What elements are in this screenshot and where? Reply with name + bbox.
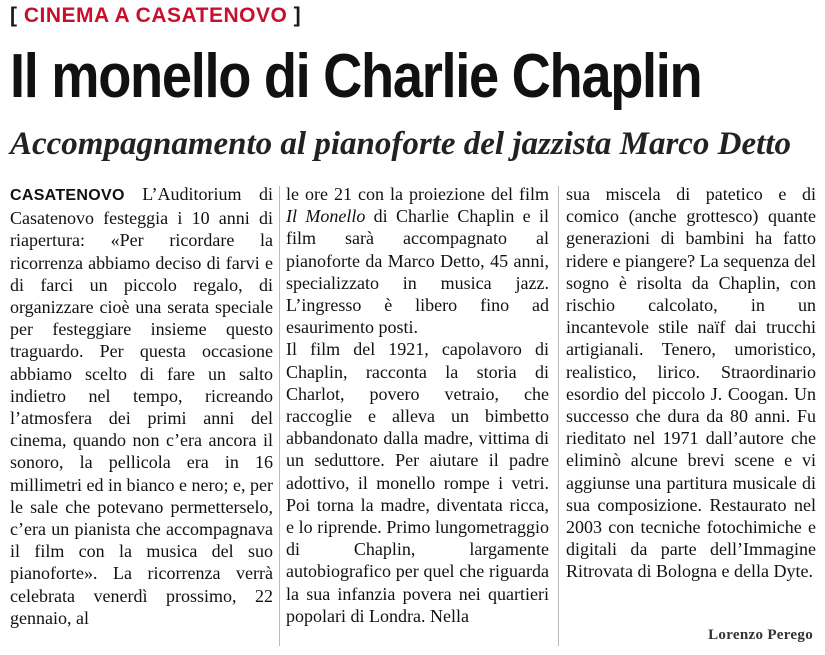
article-paragraph: Il film del 1921, capolavoro di Chaplin, racconta la storia di Charlot, povero vetraio, che raccoglie e alleva un bimbetto abbandonato dalla madre, vittima di un seduttore. Per aiutare il padre adottivo, il monello rompe i vetri. Poi torna la madre, diventata ricca, e lo riprende. Primo lungometraggio di Chaplin, largamente autobiografico per quel che riguarda la sua infanzia povera nei quartieri popolari di Londra. Nella [286, 339, 549, 626]
kicker-open-bracket: [ [10, 4, 18, 27]
article-text: L’Auditorium di Casatenovo festeggia i 10 anni di riapertura: «Per ricordare la ricorrenza abbiamo deciso di farvi e di farci un piccolo regalo, di organizzare cioè una serata speciale per festeggiare insieme questo traguardo. Per questa occasione abbiamo scelto di fare un salto indietro nel tempo, ricreando l’atmosfera dei primi anni del cinema, quando non c’era ancora il sonoro, la pellicola era in 16 millimetri ed in bianco e nero; e, per le sale che potevano permetterselo, c’era un pianista che accompagnava il film con la musica del suo pianoforte». La ricorrenza verrà celebrata venerdì prossimo, 22 gennaio, al [10, 184, 273, 628]
dateline: CASATENOVO [10, 187, 125, 204]
article-text: di Charlie Chaplin e il film sarà accompagnato al pianoforte da Marco Detto, 45 anni, specializzato in musica jazz. L’ingresso è libero fino ad esaurimento posti. [286, 206, 549, 338]
article-paragraph: sua miscela di patetico e di comico (anche grottesco) quante generazioni di bambini ha fatto ridere e piangere? La sequenza del sogno è risolta da Chaplin, con rischio calcolato, in un incantevole stile naïf dai trucchi artigianali. Tenero, umoristico, realistico, lirico. Straordinario esordio del piccolo J. Coogan. Un successo che dura da 80 anni. Fu rieditato nel 1971 dall’autore che eliminò alcune brevi scene e vi aggiunse una partitura musicale di sua composizione. Restaurato nel 2003 con tecniche fotochimiche e digitali da parte dell’Immagine Ritrovata di Bologna e della Dyte. [566, 184, 816, 582]
article-column-2 [286, 183, 549, 627]
film-title: Il Monello [286, 206, 366, 227]
subtitle: Accompagnamento al pianoforte del jazzista Marco Detto [10, 126, 791, 162]
article-column-3 [566, 183, 816, 583]
column-divider [279, 186, 280, 646]
kicker-close-bracket: ] [293, 4, 302, 27]
section-kicker [10, 4, 301, 28]
article-column-1 [10, 183, 273, 629]
article-paragraph [286, 183, 549, 338]
article-paragraph [10, 183, 273, 629]
column-divider [558, 186, 559, 646]
article-text: le ore 21 con la proiezione del film [286, 184, 549, 204]
kicker-label: CINEMA A CASATENOVO [23, 4, 288, 27]
headline: Il monello di Charlie Chaplin [10, 42, 702, 111]
author-byline: Lorenzo Perego [708, 627, 813, 643]
